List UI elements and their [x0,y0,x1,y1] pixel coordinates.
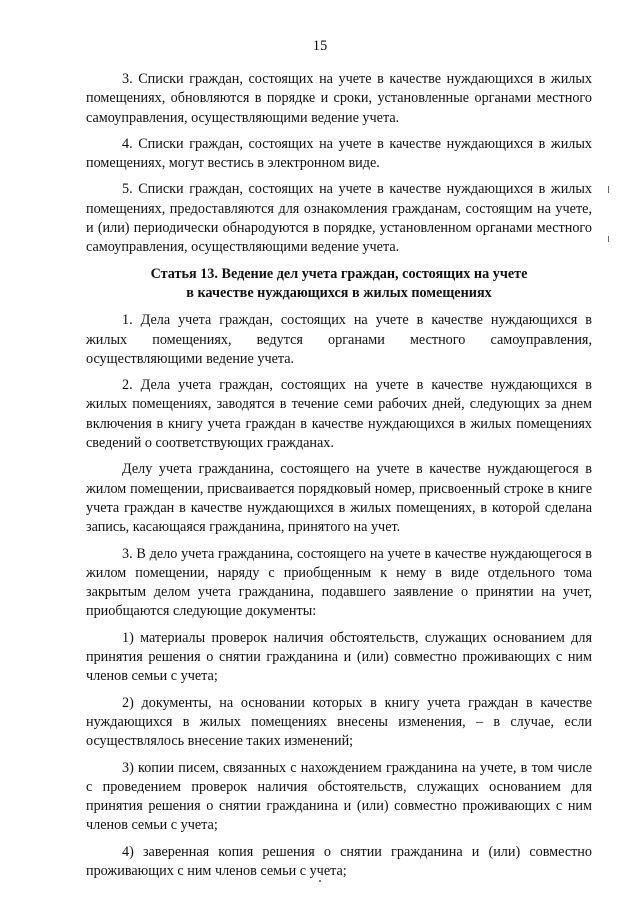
paragraph-attached-documents: 3. В дело учета гражданина, состоящего на учете в качестве нуждающегося в жилом помещении, наряду с приобщенным к нему в виде отдельного тома закрытым делом учета гражданина, подавшего заявление о принятии на учет, приобщаются следующие документы: [86,545,592,620]
list-item-decision-copy: 4) заверенная копия решения о снятии гражданина и (или) совместно проживающих с ним членов семьи с учета; [86,843,592,879]
paragraph-case-management: 1. Дела учета граждан, состоящих на учете в качестве нуждающихся в жилых помещениях, ведутся органами местного самоуправления, осуществляющими ведение учета. [86,312,592,367]
scan-mark [608,186,609,193]
scan-mark [608,236,609,242]
paragraph-list-update: 3. Списки граждан, состоящих на учете в качестве нуждающихся в жилых помещениях, обновляются в порядке и сроки, установленные органами местного самоуправления, осуществляющими ведение учета. [86,71,592,126]
list-item-letter-copies: 3) копии писем, связанных с нахождением гражданина на учете, в том числе с проведением проверок наличия обстоятельств, служащих основанием для принятия решения о снятии гражданина и (или) совместно проживающих с ним членов семьи с учета; [86,759,592,834]
article-heading-line-1: Статья 13. Ведение дел учета граждан, состоящих на учете [150,265,528,282]
paragraph-case-opening: 2. Дела учета граждан, состоящих на учете в качестве нуждающихся в жилых помещениях, заводятся в течение семи рабочих дней, следующих за днем включения в книгу учета граждан в качестве нуждающихся в жилых помещениях сведений о соответствующих гражданах. [86,377,592,452]
page-number: 15 [312,38,328,54]
article-13-heading [86,265,592,304]
paragraph-case-number: Делу учета гражданина, состоящего на учете в качестве нуждающегося в жилом помещении, присваивается порядковый номер, присвоенный строке в книге учета граждан в качестве нуждающихся в жилых помещениях, в которой сделана запись, касающаяся гражданина, принятого на учет. [86,461,592,536]
list-item-change-documents: 2) документы, на основании которых в книгу учета граждан в качестве нуждающихся в жилых помещениях внесены изменения, – в случае, если осуществлялось внесение таких изменений; [86,694,592,750]
article-heading-line-2: в качестве нуждающихся в жилых помещениях [186,284,492,301]
list-item-inspection-materials: 1) материалы проверок наличия обстоятельств, служащих основанием для принятия решения о снятии гражданина и (или) совместно проживающих с ним членов семьи с учета; [86,629,592,685]
scan-dot [319,880,321,882]
paragraph-list-publication: 5. Списки граждан, состоящих на учете в качестве нуждающихся в жилых помещениях, предоставляются для ознакомления гражданам, состоящим на учете, и (или) периодически обнародуются в порядке, установленном органами местного самоуправления, осуществляющими ведение учета. [86,181,592,256]
document-body [86,70,592,888]
paragraph-list-electronic: 4. Списки граждан, состоящих на учете в качестве нуждающихся в жилых помещениях, могут вестись в электронном виде. [86,135,592,172]
